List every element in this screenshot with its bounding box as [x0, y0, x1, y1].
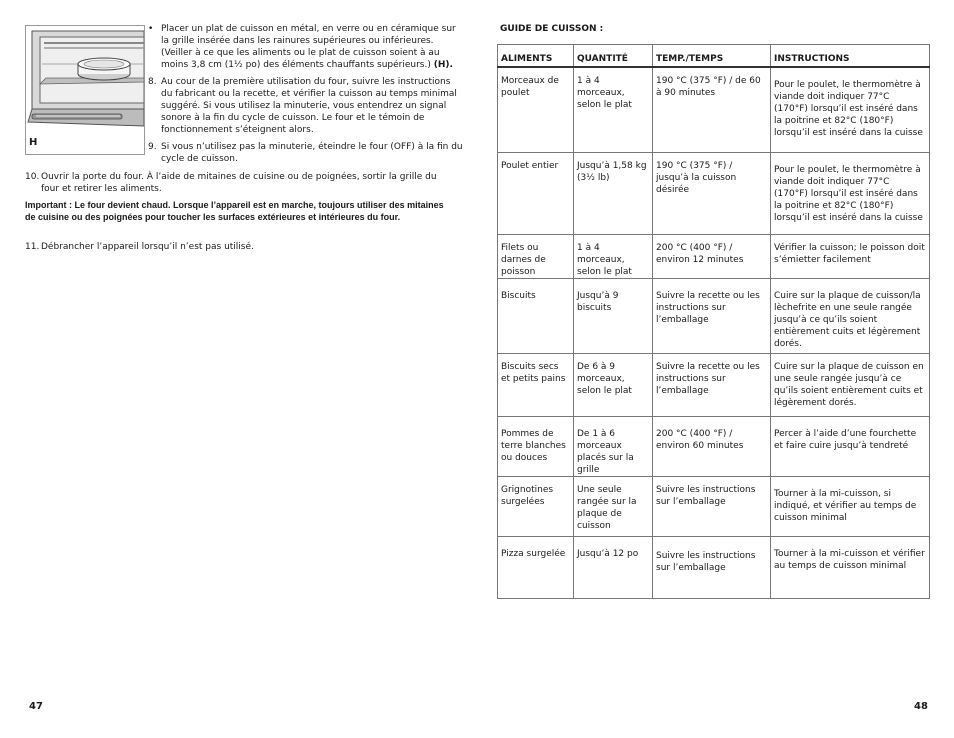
safety-warning: Important : Le four devient chaud. Lorsque l’appareil est en marche, toujours utiliser des mitaines de cuisine ou des poignées pour toucher les surfaces extérieures et intérieures du four.	[25, 200, 444, 222]
cell-instructions: Pour le poulet, le thermomètre à viande doit indiquer 77°C (170°F) lorsqu’il est inséré dans la poitrine et 82°C (180°F) lorsqu’il est inséré dans la cuisse	[771, 67, 930, 153]
cell-instructions: Cuire sur la plaque de cuisson en une seule rangée jusqu’à ce qu’ils soient entièrement cuits et légèrement dorés.	[771, 354, 930, 417]
cell-temp: Suivre les instructions sur l’emballage	[653, 477, 771, 537]
oven-illustration	[25, 25, 145, 155]
cell-temp: Suivre la recette ou les instructions sur l’emballage	[653, 279, 771, 354]
header-temp-temps: TEMP./TEMPS	[653, 45, 771, 67]
page-number-right: 48	[914, 701, 928, 712]
cell-temp: 190 °C (375 °F) / jusqu’à la cuisson désirée	[653, 153, 771, 235]
cell-food: Pizza surgelée	[498, 537, 574, 599]
table-row	[498, 354, 930, 417]
table-row	[498, 67, 930, 153]
cell-quantity: 1 à 4 morceaux, selon le plat	[574, 235, 653, 279]
cell-food: Grignotines surgelées	[498, 477, 574, 537]
table-row	[498, 279, 930, 354]
step-number: 8.	[148, 77, 157, 87]
cell-instructions: Cuire sur la plaque de cuisson/la lèchefrite en une seule rangée jusqu’à ce qu’ils soient entièrement cuits et légèrement dorés.	[771, 279, 930, 354]
header-quantite: QUANTITÉ	[574, 45, 653, 67]
cooking-guide-table	[497, 44, 930, 599]
figure-reference: (H).	[433, 60, 453, 70]
step-number: 9.	[148, 142, 157, 152]
toaster-oven-icon	[26, 26, 144, 154]
cell-quantity: De 6 à 9 morceaux, selon le plat	[574, 354, 653, 417]
table-row	[498, 235, 930, 279]
cell-instructions: Pour le poulet, le thermomètre à viande doit indiquer 77°C (170°F) lorsqu’il est inséré dans la poitrine et 82°C (180°F) lorsqu’il est inséré dans la cuisse	[771, 153, 930, 235]
cell-quantity: Jusqu’à 9 biscuits	[574, 279, 653, 354]
bullet-text	[161, 23, 458, 71]
cell-quantity: Une seule rangée sur la plaque de cuisson	[574, 477, 653, 537]
step-text: Ouvrir la porte du four. À l’aide de mitaines de cuisine ou de poignées, sortir la grille du four et retirer les aliments.	[41, 172, 437, 194]
cell-instructions: Percer à l’aide d’une fourchette et faire cuire jusqu’à tendreté	[771, 417, 930, 477]
cell-food: Biscuits	[498, 279, 574, 354]
step-number: 10.	[25, 172, 40, 182]
cell-quantity: De 1 à 6 morceaux placés sur la grille	[574, 417, 653, 477]
cell-instructions: Tourner à la mi-cuisson, si indiqué, et vérifier au temps de cuisson minimal	[771, 477, 930, 537]
table-row	[498, 477, 930, 537]
cell-temp: Suivre la recette ou les instructions sur l’emballage	[653, 354, 771, 417]
cell-quantity: Jusqu’à 12 po	[574, 537, 653, 599]
cooking-guide-title: GUIDE DE CUISSON :	[500, 24, 604, 34]
cell-instructions: Tourner à la mi-cuisson et vérifier au temps de cuisson minimal	[771, 537, 930, 599]
cell-food: Biscuits secs et petits pains	[498, 354, 574, 417]
cell-quantity: Jusqu’à 1,58 kg (3½ lb)	[574, 153, 653, 235]
cell-temp: Suivre les instructions sur l’emballage	[653, 537, 771, 599]
table-row	[498, 417, 930, 477]
cell-temp: 200 °C (400 °F) / environ 60 minutes	[653, 417, 771, 477]
bullet-mark: •	[148, 24, 154, 34]
cell-quantity: 1 à 4 morceaux, selon le plat	[574, 67, 653, 153]
step-text: Débrancher l’appareil lorsqu’il n’est pas utilisé.	[41, 242, 254, 252]
header-instructions: INSTRUCTIONS	[771, 45, 930, 67]
figure-label: H	[29, 137, 38, 148]
page-number-left: 47	[29, 701, 43, 712]
table-row	[498, 153, 930, 235]
table-row	[498, 537, 930, 599]
header-aliments: ALIMENTS	[498, 45, 574, 67]
step-number: 11.	[25, 242, 40, 252]
cell-food: Morceaux de poulet	[498, 67, 574, 153]
cell-temp: 190 °C (375 °F) / de 60 à 90 minutes	[653, 67, 771, 153]
cell-food: Filets ou darnes de poisson	[498, 235, 574, 279]
cell-temp: 200 °C (400 °F) / environ 12 minutes	[653, 235, 771, 279]
cell-instructions: Vérifier la cuisson; le poisson doit s’émietter facilement	[771, 235, 930, 279]
cell-food: Poulet entier	[498, 153, 574, 235]
step-text: Au cour de la première utilisation du four, suivre les instructions du fabricant ou la recette, et vérifier la cuisson au temps minimal suggéré. Si vous utilisez la minuterie, vous entendrez un signal sonore à la fin du cycle de cuisson. Le four et le témoin de fonctionnement s’éteignent alors.	[161, 77, 457, 135]
step-text: Si vous n’utilisez pas la minuterie, éteindre le four (OFF) à la fin du cycle de cuisson.	[161, 142, 463, 164]
bullet-body: Placer un plat de cuisson en métal, en verre ou en céramique sur la grille insérée dans les rainures supérieures ou inférieures. (Veiller à ce que les aliments ou le plat de cuisson soient à au moins 3,8 cm (1½ po) des éléments chauffants supérieurs.)	[161, 24, 456, 70]
table-header-row	[498, 45, 930, 67]
cell-food: Pommes de terre blanches ou douces	[498, 417, 574, 477]
